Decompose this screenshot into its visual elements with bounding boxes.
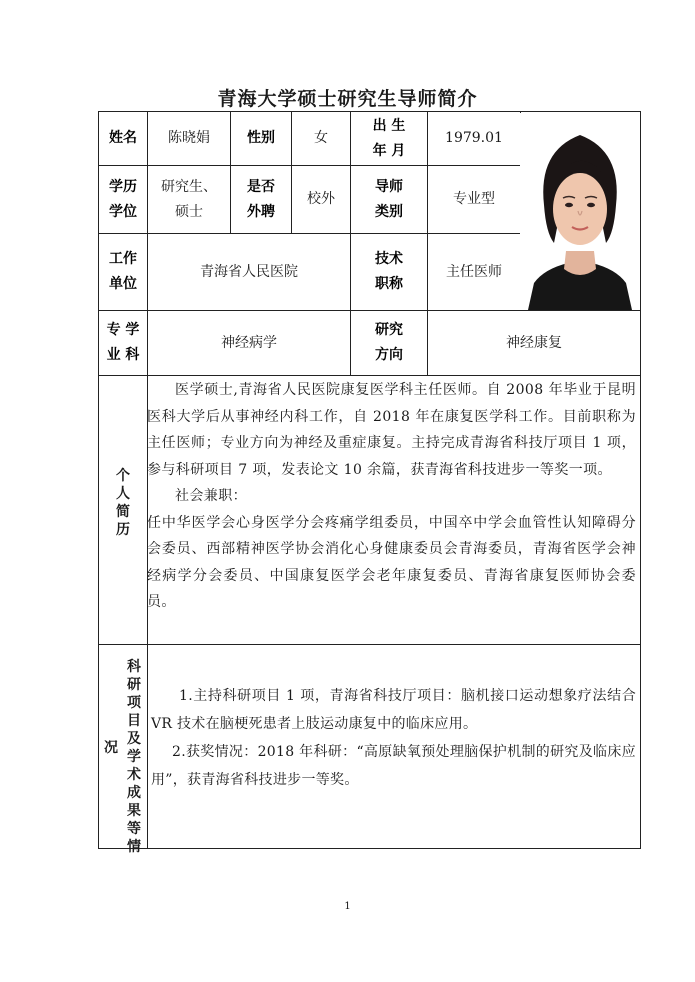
profile-photo bbox=[520, 113, 640, 310]
mentor-type-label-line-1: 导师 bbox=[375, 178, 403, 195]
research-label-char: 情 bbox=[127, 839, 141, 855]
research-item: 1.主持科研项目 1 项，青海省科技厅项目：脑机接口运动想象疗法结合 VR 技术在脑梗死患者上肢运动康复中的临床应用。 bbox=[151, 688, 636, 732]
research-label bbox=[121, 658, 147, 856]
work-unit-label-line-1: 工作 bbox=[109, 251, 137, 267]
degree-value bbox=[148, 166, 230, 233]
work-unit-label bbox=[99, 234, 147, 310]
research-label-char: 科 bbox=[127, 659, 141, 675]
research-label-char: 成 bbox=[127, 785, 141, 801]
professional-title-label-line-2: 职称 bbox=[375, 276, 403, 292]
professional-title-label-line-1: 技术 bbox=[375, 251, 403, 267]
row-divider bbox=[99, 375, 640, 376]
profile-form-table bbox=[98, 111, 641, 855]
major-label-line-2: 业 科 bbox=[106, 347, 140, 363]
portrait-image bbox=[520, 113, 640, 310]
mentor-type-value: 专业型 bbox=[453, 191, 495, 207]
external-label-line-1: 是否 bbox=[247, 178, 275, 195]
bio-label-char: 个 bbox=[116, 468, 130, 484]
research-label-char: 目 bbox=[127, 713, 141, 729]
research-label-char: 果 bbox=[127, 803, 141, 819]
degree-label bbox=[99, 166, 147, 233]
major-label bbox=[99, 311, 147, 375]
research-direction-label bbox=[351, 311, 427, 375]
birth-label-line-2: 年 月 bbox=[372, 142, 406, 159]
work-unit-value: 青海省人民医院 bbox=[200, 263, 298, 280]
major-label-line-1: 专 学 bbox=[106, 322, 140, 338]
work-unit-label-line-2: 单位 bbox=[109, 276, 137, 292]
research-label-char: 学 bbox=[127, 749, 141, 765]
bio-label bbox=[99, 467, 147, 539]
bio-label-char: 简 bbox=[116, 504, 130, 520]
external-value: 校外 bbox=[307, 191, 335, 207]
research-label-char: 项 bbox=[127, 695, 141, 711]
degree-label-line-2: 学位 bbox=[109, 203, 137, 220]
document-title: 青海大学硕士研究生导师简介 bbox=[217, 88, 478, 110]
professional-title-label bbox=[351, 234, 427, 310]
bio-paragraph: 任中华医学会心身医学分会疼痛学组委员，中国卒中学会血管性认知障碍分会委员、西部精神医学协会消化心身健康委员会青海委员，青海省医学会神经病学分会委员、中国康复医学会老年康复委员、青海省康复医师协会委员。 bbox=[147, 514, 636, 610]
external-label bbox=[231, 166, 291, 233]
bio-social-heading: 社会兼职： bbox=[175, 488, 247, 504]
research-label-char: 及 bbox=[127, 731, 141, 747]
gender-label: 性别 bbox=[247, 130, 275, 146]
research-direction-label-line-1: 研究 bbox=[375, 322, 403, 338]
page-number: 1 bbox=[344, 901, 351, 912]
gender-value: 女 bbox=[314, 130, 328, 146]
research-label-char: 术 bbox=[127, 767, 141, 783]
bio-paragraph: 医学硕士,青海省人民医院康复医学科主任医师。自 2008 年毕业于昆明医科大学后从事神经内科工作，自 2018 年在康复医学科工作。目前职称为主任医师；专业方向为神经及重症康复。主持完成青海省科技厅项目 1 项，参与科研项目 7 项，发表论文 10 余篇，获青海省科技进步一等奖一项。 bbox=[147, 382, 636, 478]
research-label-tail: 况 bbox=[104, 740, 118, 756]
research-content bbox=[151, 682, 636, 794]
research-label-char: 等 bbox=[127, 821, 141, 837]
professional-title-value: 主任医师 bbox=[446, 263, 502, 280]
research-item: 2.获奖情况：2018 年科研：“高原缺氧预处理脑保护机制的研究及临床应用”，获青海省科技进步一等奖。 bbox=[151, 744, 636, 788]
bio-label-char: 历 bbox=[116, 522, 130, 538]
row-divider bbox=[99, 644, 640, 645]
name-value: 陈晓娟 bbox=[168, 130, 210, 146]
bio-content bbox=[147, 377, 636, 616]
birth-value: 1979.01 bbox=[445, 130, 503, 146]
birth-label-line-1: 出 生 bbox=[372, 117, 406, 134]
degree-label-line-1: 学历 bbox=[109, 178, 137, 195]
name-label: 姓名 bbox=[109, 130, 137, 146]
major-value: 神经病学 bbox=[221, 334, 277, 351]
research-label-char: 研 bbox=[127, 677, 141, 693]
external-label-line-2: 外聘 bbox=[247, 203, 275, 220]
bio-label-char: 人 bbox=[116, 486, 130, 502]
research-direction-value: 神经康复 bbox=[506, 334, 562, 351]
degree-value-line-1: 研究生、 bbox=[161, 178, 217, 195]
mentor-type-label bbox=[351, 166, 427, 233]
mentor-type-label-line-2: 类别 bbox=[375, 203, 403, 220]
birth-label bbox=[351, 112, 427, 165]
degree-value-line-2: 硕士 bbox=[175, 203, 203, 220]
research-direction-label-line-2: 方向 bbox=[375, 347, 403, 363]
